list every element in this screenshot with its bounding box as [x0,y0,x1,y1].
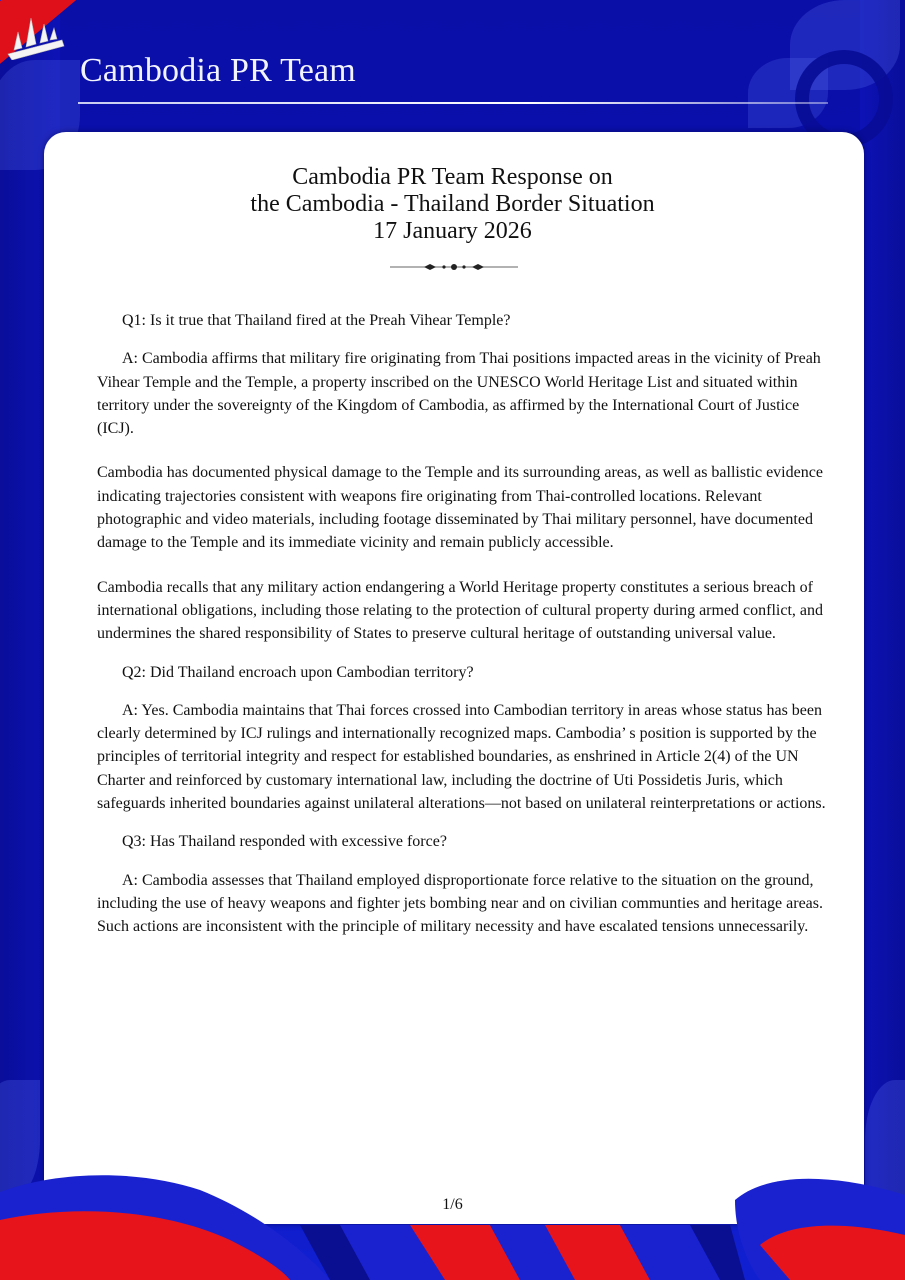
answer-1-paragraph: Cambodia recalls that any military action endangering a World Heritage property constitutes a serious breach of international obligations, including those relating to the protection of cultural property during armed conflict, and undermines the shared responsibility of States to preserve cultural heritage of outstanding universal value. [97,578,824,643]
flag-ribbon-decoration [0,1150,905,1280]
angkor-wat-icon [4,10,66,60]
answer-1-paragraph: A: Cambodia affirms that military fire originating from Thai positions impacted areas in the vicinity of Preah Vihear Temple and the Temple, a property inscribed on the UNESCO World Heritage List and situated within territory under the sovereignty of the Kingdom of Cambodia, as affirmed by the International Court of Justice (ICJ). [97,350,821,438]
document-body [97,309,832,939]
document-title [0,164,905,245]
title-line: the Cambodia - Thailand Border Situation [250,191,655,217]
ornamental-divider-icon [390,262,518,272]
question-1: Q1: Is it true that Thailand fired at the Preah Vihear Temple? [122,312,511,329]
answer-2-paragraph: A: Yes. Cambodia maintains that Thai forces crossed into Cambodian territory in areas whose status has been clearly determined by ICJ rulings and internationally recognized maps. Cambodia’ s position is supported by the principles of territorial integrity and respect for established boundaries, as enshrined in Article 2(4) of the UN Charter and reinforced by customary international law, including the doctrine of Uti Possidetis Juris, which safeguards inherited boundaries against unilateral alterations—not based on unilateral reinterpretations or actions. [97,701,826,813]
answer-1-paragraph: Cambodia has documented physical damage to the Temple and its surrounding areas, as well as ballistic evidence indicating trajectories consistent with weapons fire originating from Thai-controlled locations. Relevant photographic and video materials, including footage disseminated by Thai military personnel, have documented damage to the Temple and its immediate vicinity and remain publicly accessible. [97,464,823,552]
header-divider [78,102,828,104]
question-2: Q2: Did Thailand encroach upon Cambodian territory? [122,663,474,681]
brand-title: Cambodia PR Team [80,52,356,89]
page-indicator: 1/6 [442,1196,463,1213]
document-date: 17 January 2026 [373,218,532,244]
title-line: Cambodia PR Team Response on [292,164,613,190]
question-3: Q3: Has Thailand responded with excessive force? [122,833,447,851]
answer-3-paragraph: A: Cambodia assesses that Thailand employed disproportionate force relative to the situation on the ground, including the use of heavy weapons and fighter jets bombing near and on civilian communties and heritage areas. Such actions are inconsistent with the principle of military necessity and have escalated tensions unnecessarily. [97,871,823,936]
